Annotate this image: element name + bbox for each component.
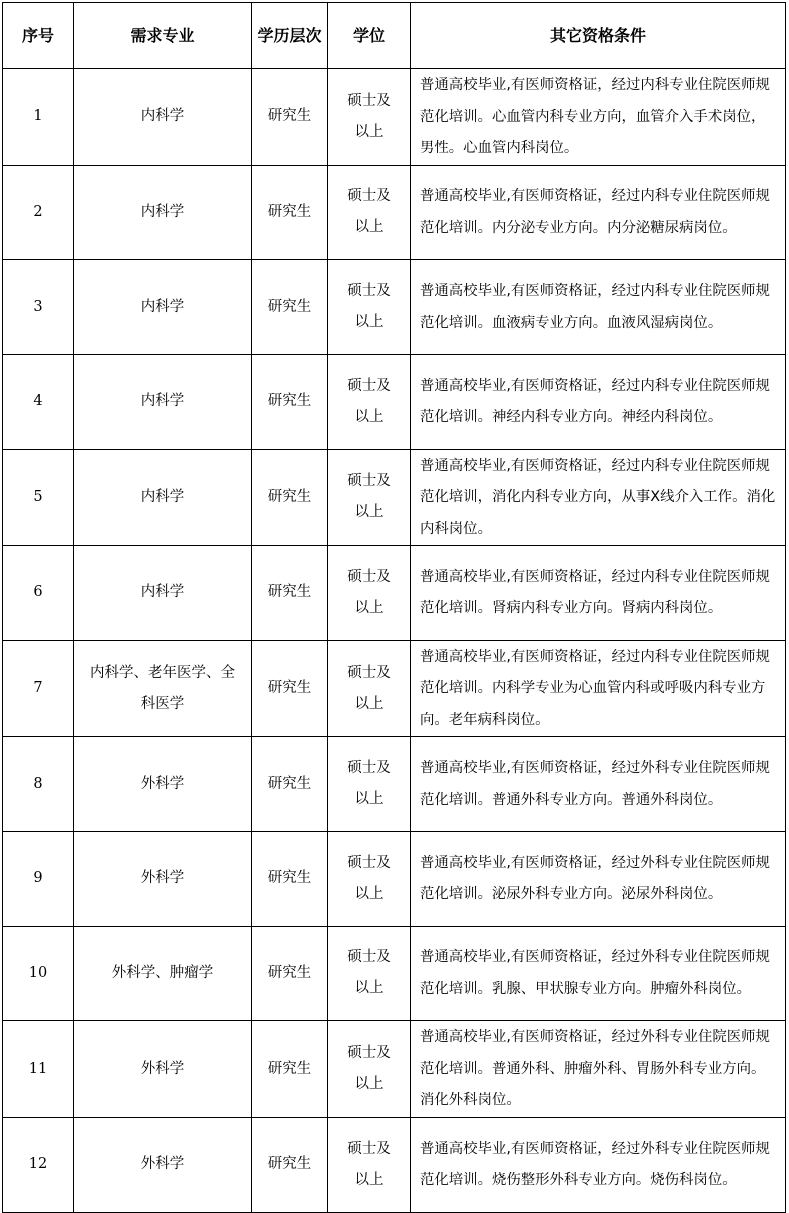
cell-other: 普通高校毕业,有医师资格证，经过内科专业住院医师规范化培训。内科学专业为心血管内科或呼吸内科专业方向。老年病科岗位。 bbox=[411, 640, 786, 737]
cell-major: 外科学 bbox=[74, 831, 252, 926]
cell-other: 普通高校毕业,有医师资格证，经过内科专业住院医师规范化培训，消化内科专业方向，从事X线介入工作。消化内科岗位。 bbox=[411, 449, 786, 546]
cell-index: 8 bbox=[3, 737, 74, 832]
cell-index: 4 bbox=[3, 354, 74, 449]
cell-index: 2 bbox=[3, 165, 74, 260]
cell-other: 普通高校毕业,有医师资格证，经过内科专业住院医师规范化培训。血液病专业方向。血液风湿病岗位。 bbox=[411, 260, 786, 355]
cell-education: 研究生 bbox=[252, 737, 328, 832]
table-row bbox=[3, 831, 786, 926]
cell-other: 普通高校毕业,有医师资格证，经过内科专业住院医师规范化培训。肾病内科专业方向。肾病内科岗位。 bbox=[411, 546, 786, 641]
cell-education: 研究生 bbox=[252, 354, 328, 449]
cell-major: 内科学 bbox=[74, 260, 252, 355]
cell-index: 11 bbox=[3, 1021, 74, 1118]
cell-major: 内科学 bbox=[74, 546, 252, 641]
table-row bbox=[3, 449, 786, 546]
cell-education: 研究生 bbox=[252, 640, 328, 737]
cell-other: 普通高校毕业,有医师资格证，经过外科专业住院医师规范化培训。普通外科、肿瘤外科、胃肠外科专业方向。消化外科岗位。 bbox=[411, 1021, 786, 1118]
cell-degree: 硕士及以上 bbox=[328, 1117, 411, 1212]
cell-index: 12 bbox=[3, 1117, 74, 1212]
header-major: 需求专业 bbox=[74, 3, 252, 69]
table-row bbox=[3, 926, 786, 1021]
table-row bbox=[3, 546, 786, 641]
cell-other: 普通高校毕业,有医师资格证，经过外科专业住院医师规范化培训。普通外科专业方向。普通外科岗位。 bbox=[411, 737, 786, 832]
header-other: 其它资格条件 bbox=[411, 3, 786, 69]
cell-degree: 硕士及以上 bbox=[328, 831, 411, 926]
cell-education: 研究生 bbox=[252, 831, 328, 926]
cell-index: 1 bbox=[3, 69, 74, 166]
cell-index: 6 bbox=[3, 546, 74, 641]
cell-major: 外科学 bbox=[74, 737, 252, 832]
table-row bbox=[3, 737, 786, 832]
cell-index: 7 bbox=[3, 640, 74, 737]
table-body bbox=[3, 69, 786, 1213]
table-row bbox=[3, 165, 786, 260]
cell-other: 普通高校毕业,有医师资格证，经过外科专业住院医师规范化培训。泌尿外科专业方向。泌尿外科岗位。 bbox=[411, 831, 786, 926]
cell-education: 研究生 bbox=[252, 546, 328, 641]
header-row bbox=[3, 3, 786, 69]
cell-degree: 硕士及以上 bbox=[328, 737, 411, 832]
cell-other: 普通高校毕业,有医师资格证，经过内科专业住院医师规范化培训。心血管内科专业方向，血管介入手术岗位，男性。心血管内科岗位。 bbox=[411, 69, 786, 166]
cell-degree: 硕士及以上 bbox=[328, 546, 411, 641]
cell-degree: 硕士及以上 bbox=[328, 165, 411, 260]
header-degree: 学位 bbox=[328, 3, 411, 69]
cell-degree: 硕士及以上 bbox=[328, 354, 411, 449]
table-row bbox=[3, 260, 786, 355]
header-index: 序号 bbox=[3, 3, 74, 69]
cell-major: 内科学 bbox=[74, 165, 252, 260]
cell-index: 3 bbox=[3, 260, 74, 355]
cell-major: 内科学 bbox=[74, 449, 252, 546]
cell-other: 普通高校毕业,有医师资格证，经过内科专业住院医师规范化培训。神经内科专业方向。神经内科岗位。 bbox=[411, 354, 786, 449]
cell-major: 外科学 bbox=[74, 1117, 252, 1212]
cell-other: 普通高校毕业,有医师资格证，经过外科专业住院医师规范化培训。烧伤整形外科专业方向。烧伤科岗位。 bbox=[411, 1117, 786, 1212]
cell-major: 内科学 bbox=[74, 354, 252, 449]
cell-degree: 硕士及以上 bbox=[328, 69, 411, 166]
cell-degree: 硕士及以上 bbox=[328, 260, 411, 355]
cell-education: 研究生 bbox=[252, 165, 328, 260]
cell-degree: 硕士及以上 bbox=[328, 449, 411, 546]
cell-education: 研究生 bbox=[252, 1021, 328, 1118]
cell-education: 研究生 bbox=[252, 449, 328, 546]
cell-index: 10 bbox=[3, 926, 74, 1021]
cell-degree: 硕士及以上 bbox=[328, 926, 411, 1021]
cell-major: 外科学、肿瘤学 bbox=[74, 926, 252, 1021]
cell-other: 普通高校毕业,有医师资格证，经过内科专业住院医师规范化培训。内分泌专业方向。内分泌糖尿病岗位。 bbox=[411, 165, 786, 260]
cell-index: 9 bbox=[3, 831, 74, 926]
cell-major: 内科学 bbox=[74, 69, 252, 166]
cell-index: 5 bbox=[3, 449, 74, 546]
cell-degree: 硕士及以上 bbox=[328, 640, 411, 737]
table-row bbox=[3, 69, 786, 166]
cell-education: 研究生 bbox=[252, 260, 328, 355]
table-row bbox=[3, 640, 786, 737]
cell-education: 研究生 bbox=[252, 69, 328, 166]
cell-education: 研究生 bbox=[252, 926, 328, 1021]
cell-education: 研究生 bbox=[252, 1117, 328, 1212]
table-row bbox=[3, 1117, 786, 1212]
cell-degree: 硕士及以上 bbox=[328, 1021, 411, 1118]
cell-major: 内科学、老年医学、全科医学 bbox=[74, 640, 252, 737]
table-row bbox=[3, 354, 786, 449]
cell-major: 外科学 bbox=[74, 1021, 252, 1118]
requirements-table bbox=[2, 2, 786, 1213]
table-row bbox=[3, 1021, 786, 1118]
cell-other: 普通高校毕业,有医师资格证，经过外科专业住院医师规范化培训。乳腺、甲状腺专业方向。肿瘤外科岗位。 bbox=[411, 926, 786, 1021]
header-education: 学历层次 bbox=[252, 3, 328, 69]
